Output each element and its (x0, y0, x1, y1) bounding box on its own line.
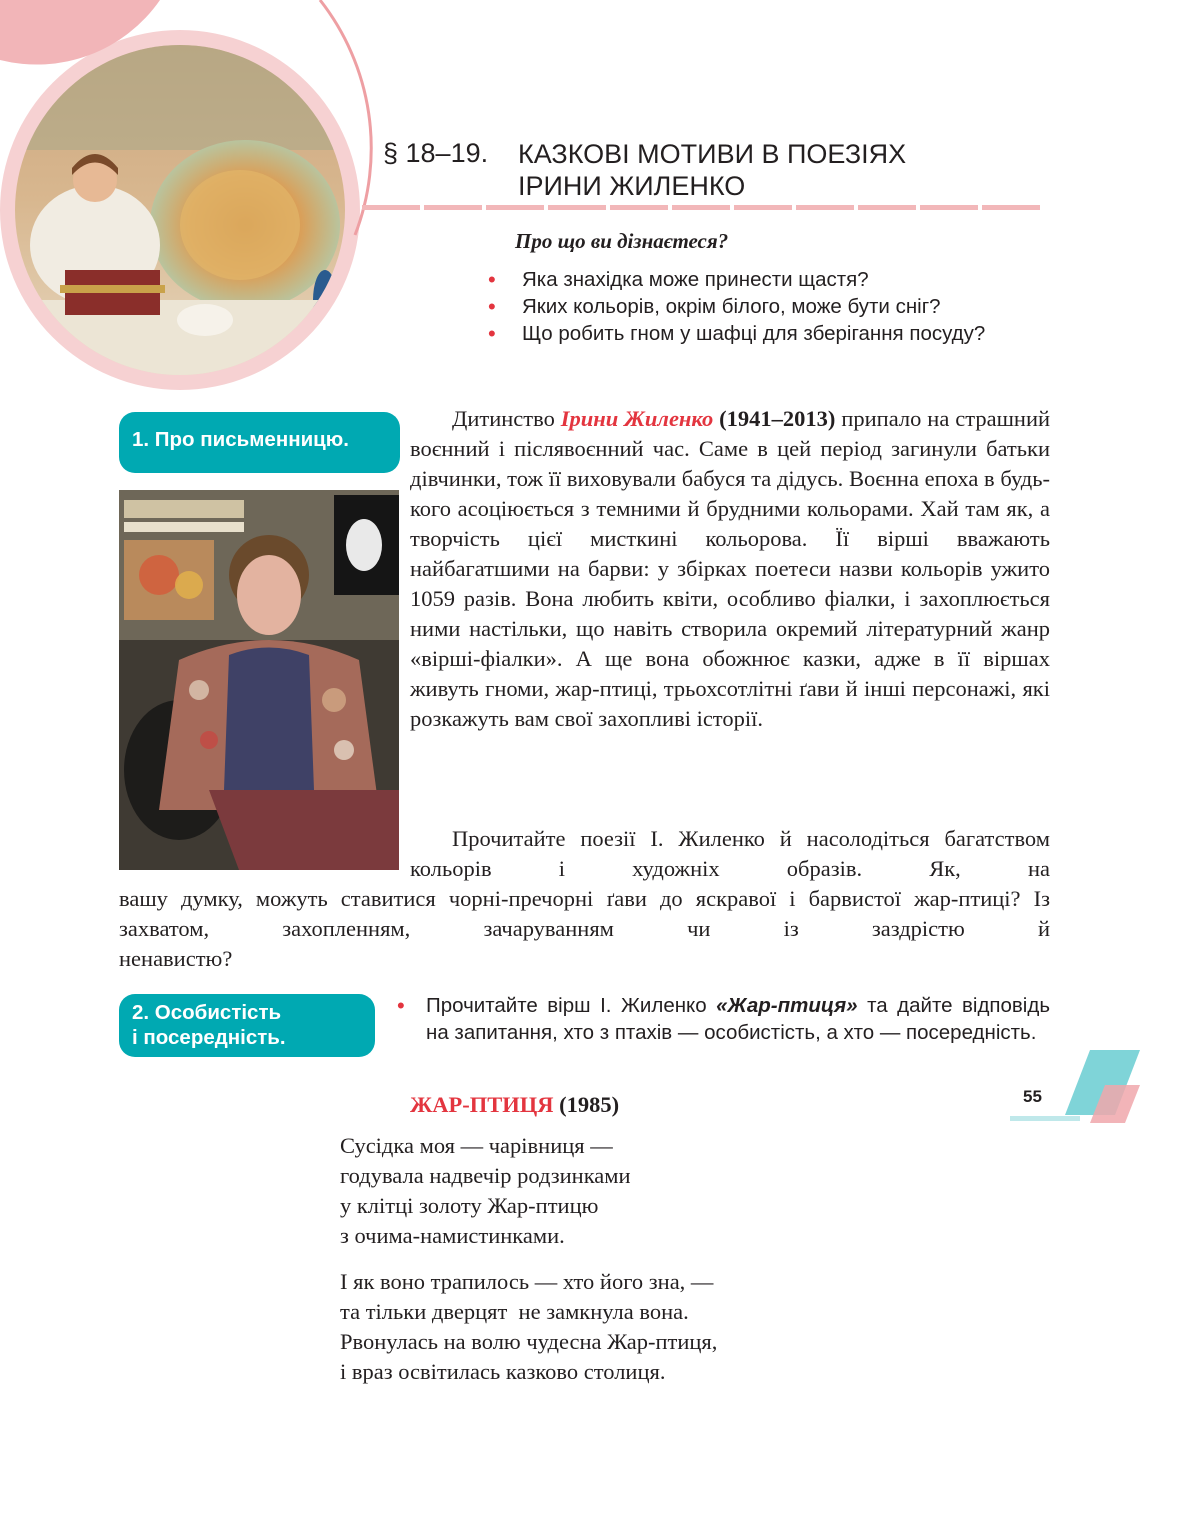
page-number: 55 (1023, 1087, 1042, 1106)
bullet-icon: • (397, 993, 405, 1018)
poem-line: у клітці золоту Жар-птицю (340, 1193, 599, 1218)
bullet-icon: • (488, 321, 496, 346)
biography-paragraph: Дитинство Ірини Жиленко (1941–2013) припало на страшний воєнний і післявоєнний час. Саме в цей період загинули батьки дівчинки, тож її виховували бабуся та дідусь. Воєнна епоха в будь-кого асоціюється з темними й брудними кольорами. Хай там як, а творчість цієї мисткині кольорова. Її вірші вважають найбагатшими на барви: у збірках поетеси назви кольорів ужито 1059 разів. Вона любить квіти, особливо фіалки, і захоплюється ними настільки, що навіть створила окремий літературний жанр «вірші-фіалки». А ще вона обожнює казки, адже в її віршах живуть гноми, жар-птиці, трьохсотлітні ґави й інші персонажі, які розкажуть вам свої захопливі історії. (410, 406, 1051, 731)
author-photo (119, 490, 399, 870)
section-badge-about-writer: 1. Про письменницю. (119, 412, 400, 473)
learn-question: • Яких кольорів, окрім білого, може бути сніг? (488, 294, 941, 319)
poem-line: І як воно трапилось — хто його зна, — (340, 1269, 714, 1294)
poem-line: і враз освітилась казково столиця. (340, 1359, 666, 1384)
poem-line: з очима-намистинками. (340, 1223, 565, 1248)
learn-question: • Що робить гном у шафці для зберігання посуду? (488, 321, 986, 346)
title-divider (362, 205, 1040, 210)
page-corner-decoration (1000, 1045, 1160, 1125)
poem-line: Сусідка моя — чарівниця — (340, 1133, 613, 1158)
learn-question: • Яка знахідка може принести щастя? (488, 267, 869, 292)
author-years: (1941–2013) (713, 406, 836, 431)
poem-year: (1985) (559, 1092, 620, 1117)
lesson-title-line-2: ІРИНИ ЖИЛЕНКО (518, 171, 746, 201)
section-badge-personality: 2. Особистість і посередність. (119, 994, 375, 1057)
learn-heading: Про що ви дізнаєтеся? (515, 229, 729, 253)
poem-title: ЖАР-ПТИЦЯ (1985) (410, 1092, 620, 1117)
reading-prompt: вашу думку, можуть ставитися чорні-пречорні ґави до яскравої і барвистої жар-птиці? Із захватом, захопленням, зачаруванням чи із заздрістю й ненавистю? (119, 886, 1050, 971)
poem-reference: «Жар-птиця» (716, 994, 858, 1017)
reading-prompt-line-1: Прочитайте поезії І. Жиленко й насолодіться багатством кольорів і художніх образів. Як, на (410, 826, 1050, 881)
header-illustration (0, 0, 380, 400)
bullet-icon: • (488, 294, 496, 319)
poem-line: Рвонулась на волю чудесна Жар-птиця, (340, 1329, 718, 1354)
biography-text (410, 404, 1050, 734)
bullet-icon: • (488, 267, 496, 292)
paragraph-number: § 18–19. (383, 138, 489, 168)
lesson-title (518, 138, 906, 202)
author-name: Ірини Жиленко (560, 406, 714, 431)
poem-line: та тільки дверцят не замкнула вона. (340, 1299, 689, 1324)
task-instruction: • Прочитайте вірш І. Жиленко «Жар-птиця» та дайте відповідь на запитання, хто з птахів — особистість, а хто — посередність. (397, 993, 1050, 1044)
learn-questions (488, 266, 1050, 347)
lesson-title-line-1: КАЗКОВІ МОТИВИ В ПОЕЗІЯХ (518, 139, 907, 169)
poem-stanza-2 (340, 1267, 717, 1387)
poem-line: годувала надвечір родзинками (340, 1163, 631, 1188)
poem-stanza-1 (340, 1131, 631, 1251)
